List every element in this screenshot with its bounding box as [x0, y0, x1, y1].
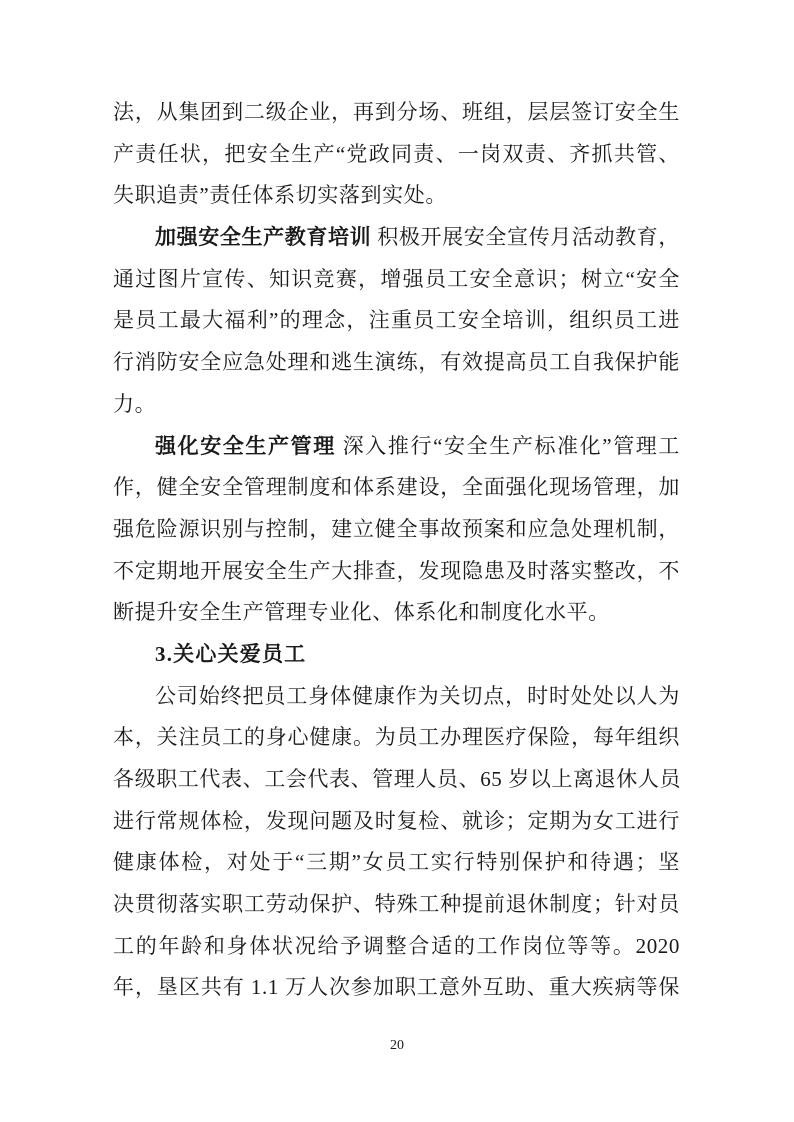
- text-run: 行消防安全应急处理和逃生演练，有效提高员工自我保护能: [113, 350, 680, 375]
- text-line: [113, 717, 680, 759]
- text-line: [113, 426, 680, 468]
- text-line: [113, 884, 680, 926]
- text-run: 健康体检，对处于“三期”女员工实行特别保护和待遇；坚: [113, 850, 680, 875]
- text-run: 通过图片宣传、知识竞赛，增强员工安全意识；树立“安全: [113, 266, 680, 291]
- text-line: [113, 926, 680, 968]
- text-line: [113, 384, 680, 426]
- document-body: [113, 92, 680, 1009]
- text-run: 积极开展安全宣传月活动教育，: [371, 225, 680, 250]
- text-line: [113, 92, 680, 134]
- text-line: [113, 801, 680, 843]
- text-line: [113, 300, 680, 342]
- text-line: [113, 842, 680, 884]
- text-run: 强危险源识别与控制，建立健全事故预案和应急处理机制，: [113, 516, 680, 541]
- text-run: 法，从集团到二级企业，再到分场、班组，层层签订安全生: [113, 100, 680, 124]
- text-run: 作，健全安全管理制度和体系建设，全面强化现场管理，加: [113, 475, 680, 500]
- text-run: 进行常规体检，发现问题及时复检、就诊；定期为女工进行: [113, 808, 680, 833]
- text-run: 失职追责”责任体系切实落到实处。: [113, 183, 447, 208]
- text-run: 不定期地开展安全生产大排查，发现隐患及时落实整改，不: [113, 558, 680, 583]
- page-number: 20: [390, 1038, 404, 1053]
- text-line: [113, 509, 680, 551]
- text-line: [113, 467, 680, 509]
- text-run: 断提升安全生产管理专业化、体系化和制度化水平。: [113, 600, 610, 625]
- text-line: [113, 342, 680, 384]
- text-run: 本，关注员工的身心健康。为员工办理医疗保险，每年组织: [113, 725, 680, 750]
- section-heading: [113, 634, 680, 676]
- text-line: [113, 592, 680, 634]
- text-run: 是员工最大福利”的理念，注重员工安全培训，组织员工进: [113, 308, 680, 333]
- page-footer: [0, 1036, 794, 1056]
- text-line: [113, 134, 680, 176]
- text-line: [113, 759, 680, 801]
- text-run: 公司始终把员工身体健康作为关切点，时时处处以人为: [155, 683, 680, 708]
- text-run: 年，垦区共有 1.1 万人次参加职工意外互助、重大疾病等保: [113, 975, 680, 1000]
- text-line: [113, 967, 680, 1009]
- text-run: 决贯彻落实职工劳动保护、特殊工种提前退休制度；针对员: [113, 892, 680, 917]
- bold-run: 强化安全生产管理: [155, 433, 336, 458]
- text-run: 力。: [113, 391, 157, 416]
- text-line: [113, 175, 680, 217]
- text-run: 各级职工代表、工会代表、管理人员、65 岁以上离退休人员: [113, 767, 682, 791]
- bold-run: 3.关心关爱员工: [155, 641, 307, 666]
- bold-run: 加强安全生产教育培训: [155, 225, 372, 250]
- text-line: [113, 259, 680, 301]
- text-run: 深入推行“安全生产标准化”管理工: [335, 433, 680, 458]
- text-line: [113, 551, 680, 593]
- text-line: [113, 217, 680, 259]
- text-run: 工的年龄和身体状况给予调整合适的工作岗位等等。2020: [113, 933, 680, 958]
- text-run: 产责任状，把安全生产“党政同责、一岗双责、齐抓共管、: [113, 141, 680, 166]
- text-line: [113, 676, 680, 718]
